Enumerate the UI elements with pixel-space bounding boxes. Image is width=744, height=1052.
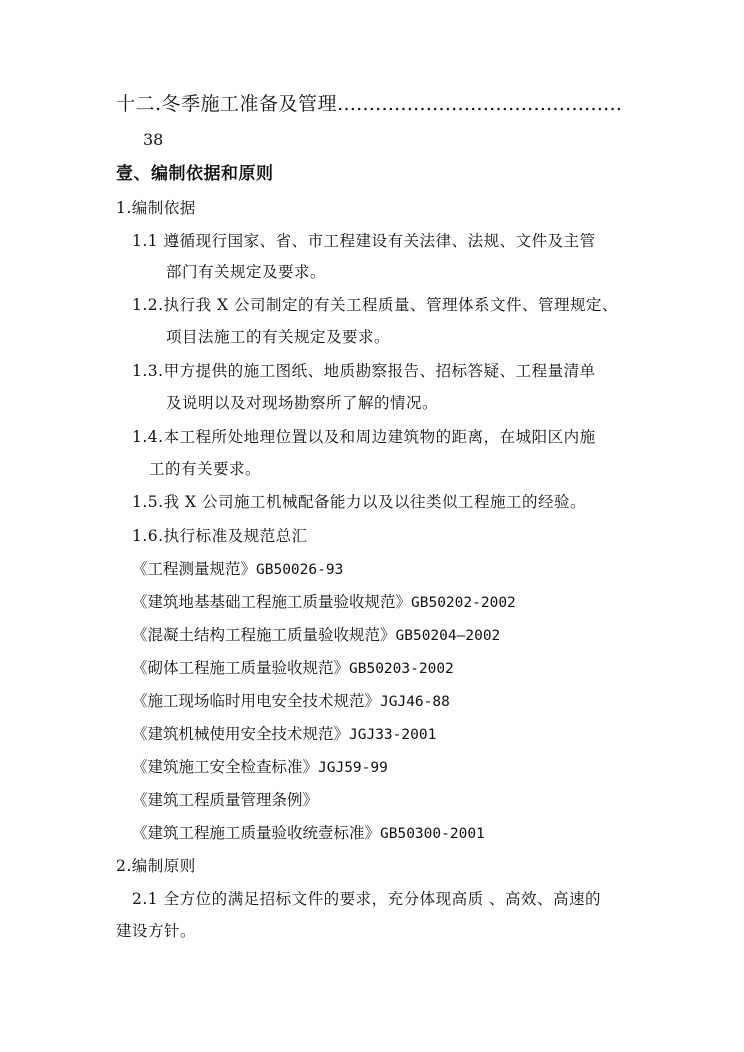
basis-item-5: 1.5.我 X 公司施工机械配备能力以及以往类似工程施工的经验。 bbox=[132, 493, 586, 511]
basis-item-6: 1.6.执行标准及规范总汇 bbox=[132, 527, 308, 545]
standard-code: GB50202-2002 bbox=[411, 595, 516, 611]
standard-entry bbox=[132, 658, 454, 679]
principle-item-1-line-1: 2.1 全方位的满足招标文件的要求，充分体现高质 、高效、高速的 bbox=[132, 890, 602, 908]
standard-entry bbox=[132, 592, 516, 613]
standard-name: 《建筑工程施工质量验收统壹标准》 bbox=[132, 824, 381, 842]
standard-entry bbox=[132, 790, 318, 811]
standard-name: 《砌体工程施工质量验收规范》 bbox=[132, 659, 350, 677]
subsection-heading-basis: 1.编制依据 bbox=[116, 199, 196, 217]
toc-entry[interactable] bbox=[116, 92, 622, 116]
standard-code: GB50204—2002 bbox=[395, 628, 501, 644]
basis-item-4-line-2: 工的有关要求。 bbox=[149, 460, 262, 478]
standard-name: 《工程测量规范》 bbox=[132, 560, 257, 578]
basis-item-1-line-1: 1.1 遵循现行国家、省、市工程建设有关法律、法规、文件及主管 bbox=[132, 232, 596, 250]
standard-code: GB50300-2001 bbox=[380, 826, 485, 842]
standard-code: GB50026-93 bbox=[256, 562, 344, 578]
toc-page-number: 38 bbox=[143, 130, 164, 149]
basis-item-4-line-1: 1.4.本工程所处地理位置以及和周边建筑物的距离，在城阳区内施 bbox=[132, 428, 596, 446]
standard-name: 《建筑地基基础工程施工质量验收规范》 bbox=[132, 593, 412, 611]
standard-entry bbox=[132, 724, 436, 745]
standard-name: 《建筑机械使用安全技术规范》 bbox=[132, 725, 350, 743]
standard-code: GB50203-2002 bbox=[349, 661, 454, 677]
standard-entry bbox=[132, 757, 388, 778]
standard-code: JGJ59-99 bbox=[318, 760, 388, 776]
standard-entry bbox=[132, 691, 450, 712]
standard-name: 《建筑施工安全检查标准》 bbox=[132, 758, 319, 776]
principle-item-1-line-2: 建设方针。 bbox=[116, 922, 197, 940]
basis-item-1-line-2: 部门有关规定及要求。 bbox=[166, 263, 327, 281]
section-heading: 壹、编制依据和原则 bbox=[116, 164, 274, 184]
subsection-heading-principles: 2.编制原则 bbox=[116, 857, 196, 875]
basis-item-2-line-2: 项目法施工的有关规定及要求。 bbox=[166, 328, 391, 346]
standard-code: JGJ46-88 bbox=[380, 694, 450, 710]
standard-name: 《混凝土结构工程施工质量验收规范》 bbox=[132, 626, 396, 644]
basis-item-3-line-2: 及说明以及对现场勘察所了解的情况。 bbox=[166, 394, 439, 412]
standard-entry bbox=[132, 823, 485, 844]
standard-name: 《建筑工程质量管理条例》 bbox=[132, 791, 319, 809]
basis-item-2-line-1: 1.2.执行我 X 公司制定的有关工程质量、管理体系文件、管理规定、 bbox=[132, 296, 618, 314]
basis-item-3-line-1: 1.3.甲方提供的施工图纸、地质勘察报告、招标答疑、工程量清单 bbox=[132, 362, 596, 380]
standard-name: 《施工现场临时用电安全技术规范》 bbox=[132, 692, 381, 710]
toc-leader-dots: ……………………………………… bbox=[337, 93, 623, 115]
toc-entry-title: 十二.冬季施工准备及管理 bbox=[116, 93, 338, 115]
standard-code: JGJ33-2001 bbox=[349, 727, 437, 743]
standard-entry bbox=[132, 559, 343, 580]
standard-entry bbox=[132, 625, 500, 646]
